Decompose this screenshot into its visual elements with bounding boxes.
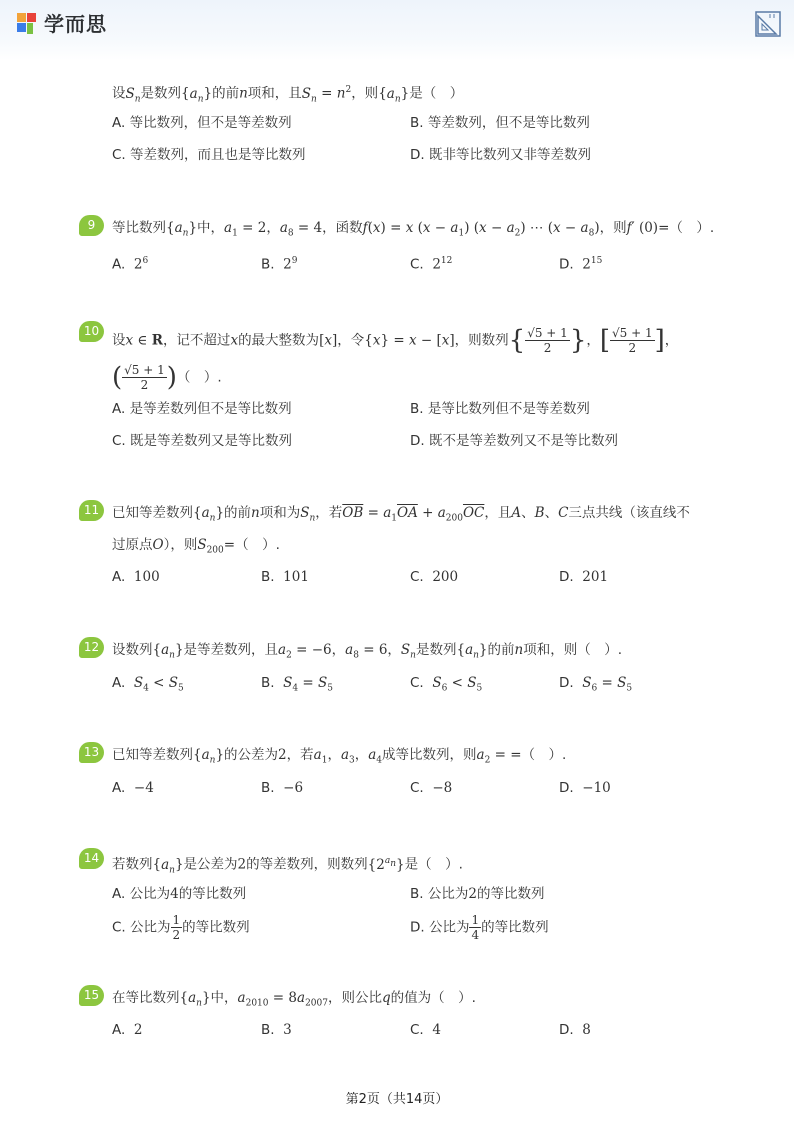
option-d[interactable]: D. 201 — [559, 569, 609, 585]
question-stem-line-2: ( $\frac{√5 + 1}{2}$ )（ ）. — [112, 362, 222, 393]
question-number-badge: 9 — [79, 215, 104, 236]
option-b[interactable]: B. $2^9$ — [261, 256, 298, 273]
option-d[interactable]: D. $2^{15}$ — [559, 256, 603, 273]
option-a[interactable]: A. 公比为4的等比数列 — [112, 886, 247, 902]
option-c[interactable]: C. 200 — [410, 569, 459, 585]
question-stem: 等比数列$\{a_n\}$中，$a_1 = 2$，$a_8 = 4$，函数f(x) = x $(x - a_1)$ $(x - a_2)$ ⋯ $(x - a_8)$，则f′ (0)=（ ）. — [112, 220, 715, 239]
option-c[interactable]: C. 4 — [410, 1022, 441, 1038]
option-a[interactable]: A. 是等差数列但不是等比数列 — [112, 401, 292, 417]
option-a[interactable]: A. 100 — [112, 569, 160, 585]
page-footer: 第2页（共14页） — [345, 1092, 449, 1107]
option-b[interactable]: B. 是等比数列但不是等差数列 — [410, 401, 590, 417]
page-header — [0, 0, 794, 60]
brand-logo-icon — [14, 10, 40, 36]
option-b[interactable]: B. $S_4 = S_5$ — [261, 675, 334, 694]
option-b[interactable]: B. 公比为2的等比数列 — [410, 886, 545, 902]
brand-logo — [14, 8, 107, 37]
option-a[interactable]: A. $S_4 < S_5$ — [112, 675, 184, 694]
option-d[interactable]: D. −10 — [559, 780, 611, 796]
option-c[interactable]: C. 既是等差数列又是等比数列 — [112, 433, 293, 449]
option-b[interactable]: B. 3 — [261, 1022, 292, 1038]
ruler-triangle-icon — [754, 10, 782, 38]
question-stem: 在等比数列$\{a_n\}$中，$a_{2010} = 8a_{2007}$，则公比q的值为（ ）. — [112, 990, 476, 1009]
option-b[interactable]: B. 等差数列，但不是等比数列 — [410, 115, 590, 131]
option-a[interactable]: A. −4 — [112, 780, 154, 796]
option-c[interactable]: C. −8 — [410, 780, 453, 796]
option-d[interactable]: D. 既不是等差数列又不是等比数列 — [410, 433, 618, 449]
question-number-badge: 11 — [79, 500, 104, 521]
fraction-sqrt5-plus-1-over-2: $\frac{√5 + 1}{2}$ — [527, 326, 568, 355]
fraction-one-half: $\frac{1}{2}$ — [172, 913, 181, 942]
question-number-badge: 12 — [79, 637, 104, 658]
fraction-sqrt5-plus-1-over-2: $\frac{√5 + 1}{2}$ — [124, 363, 165, 392]
option-b[interactable]: B. −6 — [261, 780, 304, 796]
option-c[interactable]: C. $2^{12}$ — [410, 256, 453, 273]
option-c[interactable]: C. 等差数列，而且也是等比数列 — [112, 147, 306, 163]
question-stem: 设数列$\{a_n\}$是等差数列，且$a_2 = -6$，$a_8 = 6$，$S_n$是数列$\{a_n\}$的前n项和，则（ ）. — [112, 642, 623, 661]
question-stem: 设$S_n$是数列$\{a_n\}$的前n项和，且$S_n = n^2$，则$\{a_n\}$是（ ） — [112, 85, 464, 105]
question-stem: 若数列$\{a_n\}$是公差为2的等差数列，则数列$\{2^{a_n}\}$是（ ）. — [112, 856, 463, 876]
question-stem: 已知等差数列$\{a_n\}$的公差为2，若$a_1$，$a_3$，$a_4$成等比数列，则$a_2$ = =（ ）. — [112, 747, 567, 766]
option-d[interactable]: D. 8 — [559, 1022, 591, 1038]
option-a[interactable]: A. 等比数列，但不是等差数列 — [112, 115, 292, 131]
option-c[interactable]: C. 公比为 $\frac{1}{2}$ 的等比数列 — [112, 913, 250, 942]
question-number-badge: 15 — [79, 985, 104, 1006]
fraction-one-quarter: $\frac{1}{4}$ — [471, 913, 480, 942]
question-number-badge: 14 — [79, 848, 104, 869]
question-stem: 设x ∈ R，记不超过x的最大整数为[x]，令{x} = x − [x]，则数列{ $\frac{√5 + 1}{2}$ }，[ $\frac{√5 + 1}{2}$ ]， — [112, 325, 679, 356]
option-b[interactable]: B. 101 — [261, 569, 309, 585]
option-d[interactable]: D. 公比为 $\frac{1}{4}$ 的等比数列 — [410, 913, 549, 942]
brand-name: 学而思 — [44, 12, 107, 36]
option-c[interactable]: C. $S_6 < S_5$ — [410, 675, 483, 694]
question-number-badge: 13 — [79, 742, 104, 763]
option-d[interactable]: D. $S_6 = S_5$ — [559, 675, 633, 694]
question-number-badge: 10 — [79, 321, 104, 342]
fraction-sqrt5-plus-1-over-2: $\frac{√5 + 1}{2}$ — [612, 326, 653, 355]
option-a[interactable]: A. 2 — [112, 1022, 143, 1038]
option-a[interactable]: A. $2^6$ — [112, 256, 149, 273]
option-d[interactable]: D. 既非等比数列又非等差数列 — [410, 147, 591, 163]
question-stem-line-2: 过原点O），则$S_{200}=$（ ）. — [112, 537, 280, 556]
question-stem: 已知等差数列$\{a_n\}$的前n项和为$S_n$，若$\overline{OB} = a_1\overline{OA} + a_{200}\overline{OC}$，且A、B、C三点共线（该直线不 — [112, 505, 690, 524]
